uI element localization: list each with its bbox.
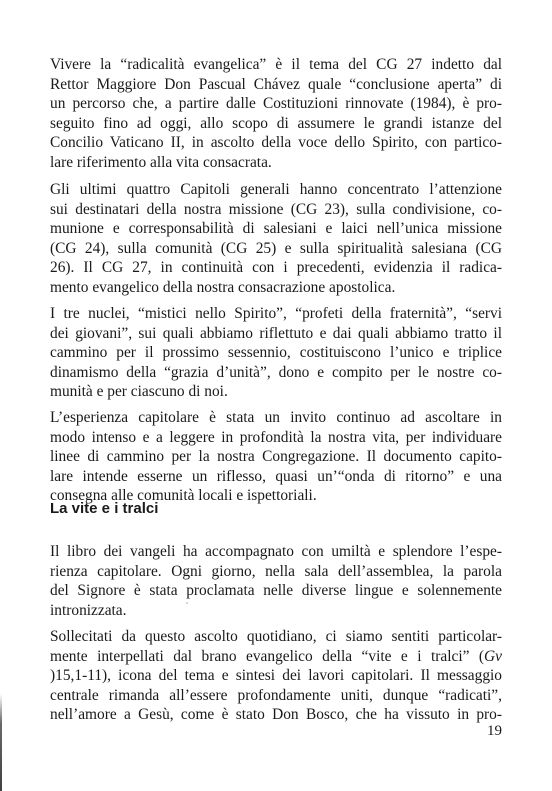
text-line-with-citation	[50, 647, 502, 667]
paragraph-1	[50, 55, 502, 172]
paragraph-2	[50, 180, 502, 297]
text-line: linee di cammino per la nostra Congregazione. Il documento capito-	[50, 448, 502, 465]
text-line: intronizzata.	[50, 601, 127, 619]
section-paragraph-2	[50, 627, 502, 725]
text-line: Gli ultimi quattro Capitoli generali hanno concentrato l’attenzione	[50, 181, 502, 198]
text-line: un percorso che, a partire dalle Costituzioni rinnovate (1984), è pro-	[50, 95, 502, 112]
text-line: dinamismo della “grazia d’unità”, dono e compito per le nostre co-	[50, 363, 502, 381]
text-fragment: 15,1-11), icona del tema e sintesi dei lavori capitolari. Il messaggio	[55, 667, 502, 684]
text-line: (CG 24), sulla comunità (CG 25) e sulla spiritualità salesiana (CG	[50, 239, 502, 257]
text-line: cammino per il prossimo sessennio, costituiscono l’unico e triplice	[50, 344, 502, 361]
text-line: Concilio Vaticano II, in ascolto della voce dello Spirito, con partico-	[50, 134, 502, 151]
text-line: I tre nuclei, “mistici nello Spirito”, “profeti della fraternità”, “servi	[50, 305, 502, 322]
text-line: dei giovani”, sui quali abbiamo riflettuto e dai quali abbiamo tratto il	[50, 324, 502, 342]
text-line: Il libro dei vangeli ha accompagnato con umiltà e splendore l’espe-	[50, 543, 502, 560]
section-paragraph-1	[50, 542, 502, 620]
text-line: nell’amore a Gesù, come è stato Don Bosco, che ha vissuto in pro-	[50, 706, 502, 723]
text-line: consegna alle comunità locali e ispettoriali.	[50, 487, 317, 504]
citation-book: Gv	[484, 647, 502, 665]
text-line: sui destinatari della nostra missione (CG 23), sulla condivisione, co-	[50, 200, 502, 218]
text-line: del Signore è stata proclamata nelle diverse lingue e solennemente	[50, 582, 502, 599]
section-heading: La vite e i tralci	[50, 500, 159, 517]
citation-close: )	[50, 667, 56, 684]
text-line: lare riferimento alla vita consacrata.	[50, 153, 272, 171]
text-line: Vivere la “radicalità evangelica” è il tema del CG 27 indetto dal	[50, 56, 502, 73]
text-line: munione e corresponsabilità di salesiani e laici nell’unica missione	[50, 220, 502, 237]
text-line: Rettor Maggiore Don Pascual Chávez quale “conclusione aperta” di	[50, 75, 502, 93]
text-line: munità e per ciascuno di noi.	[50, 383, 228, 400]
paragraph-4	[50, 408, 502, 506]
paragraph-3	[50, 304, 502, 402]
scan-speck	[186, 602, 188, 604]
text-line	[50, 666, 502, 686]
text-line: centrale rimanda all’essere profondamente uniti, dunque “radicati”,	[50, 686, 502, 704]
text-line: modo intenso e a leggere in profondità la nostra vita, per individuare	[50, 428, 502, 446]
text-line: Sollecitati da questo ascolto quotidiano, ci siamo sentiti particolar-	[50, 628, 502, 645]
text-line: 26). Il CG 27, in continuità con i precedenti, evidenzia il radica-	[50, 259, 502, 276]
text-line: seguito fino ad oggi, allo scopo di assumere le grandi istanze del	[50, 114, 502, 132]
text-line: rienza capitolare. Ogni giorno, nella sala dell’assemblea, la parola	[50, 562, 502, 580]
text-line: L’esperienza capitolare è stata un invito continuo ad ascoltare in	[50, 409, 502, 426]
text-fragment: mente interpellati dal brano evangelico della “vite e i tralci” (	[50, 647, 485, 665]
page-number: 19	[487, 723, 502, 739]
text-line: mento evangelico della nostra consacrazione apostolica.	[50, 278, 396, 296]
binding-edge-shadow	[0, 694, 2, 791]
text-line: lare intende esserne un riflesso, quasi un’“onda di ritorno” e una	[50, 467, 502, 485]
